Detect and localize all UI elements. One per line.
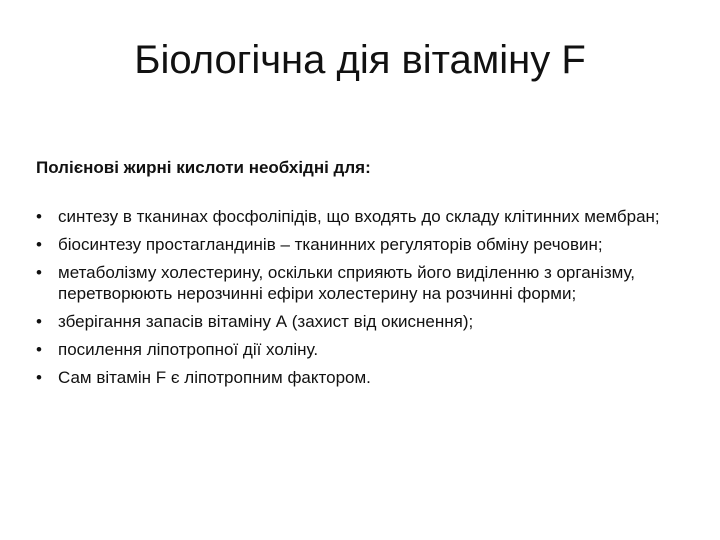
bullet-icon: • [36, 207, 42, 226]
bullet-item-1 [36, 206, 686, 227]
bullet-icon: • [36, 368, 42, 387]
bullet-item-5 [36, 339, 686, 360]
bullet-item-6 [36, 367, 686, 388]
bullet-text: зберігання запасів вітаміну А (захист від окиснення); [58, 312, 474, 331]
bullet-list [36, 206, 686, 395]
bullet-icon: • [36, 340, 42, 359]
slide-title: Біологічна дія вітаміну F [134, 38, 586, 82]
bullet-text: Сам вітамін F є ліпотропним фактором. [58, 368, 371, 387]
bullet-text: метаболізму холестерину, оскільки сприяють його виділенню з організму, перетворюють нерозчинні ефіри холестерину на розчинні форми; [58, 263, 636, 303]
bullet-icon: • [36, 263, 42, 282]
bullet-icon: • [36, 312, 42, 331]
bullet-item-3 [36, 262, 686, 304]
bullet-text: біосинтезу простагландинів – тканинних регуляторів обміну речовин; [58, 235, 603, 254]
bullet-item-4 [36, 311, 686, 332]
bullet-icon: • [36, 235, 42, 254]
bullet-text: синтезу в тканинах фосфоліпідів, що входять до складу клітинних мембран; [58, 207, 660, 226]
slide-subtitle: Полієнові жирні кислоти необхідні для: [36, 158, 371, 177]
bullet-item-2 [36, 234, 686, 255]
bullet-text: посилення ліпотропної дії холіну. [58, 340, 319, 359]
